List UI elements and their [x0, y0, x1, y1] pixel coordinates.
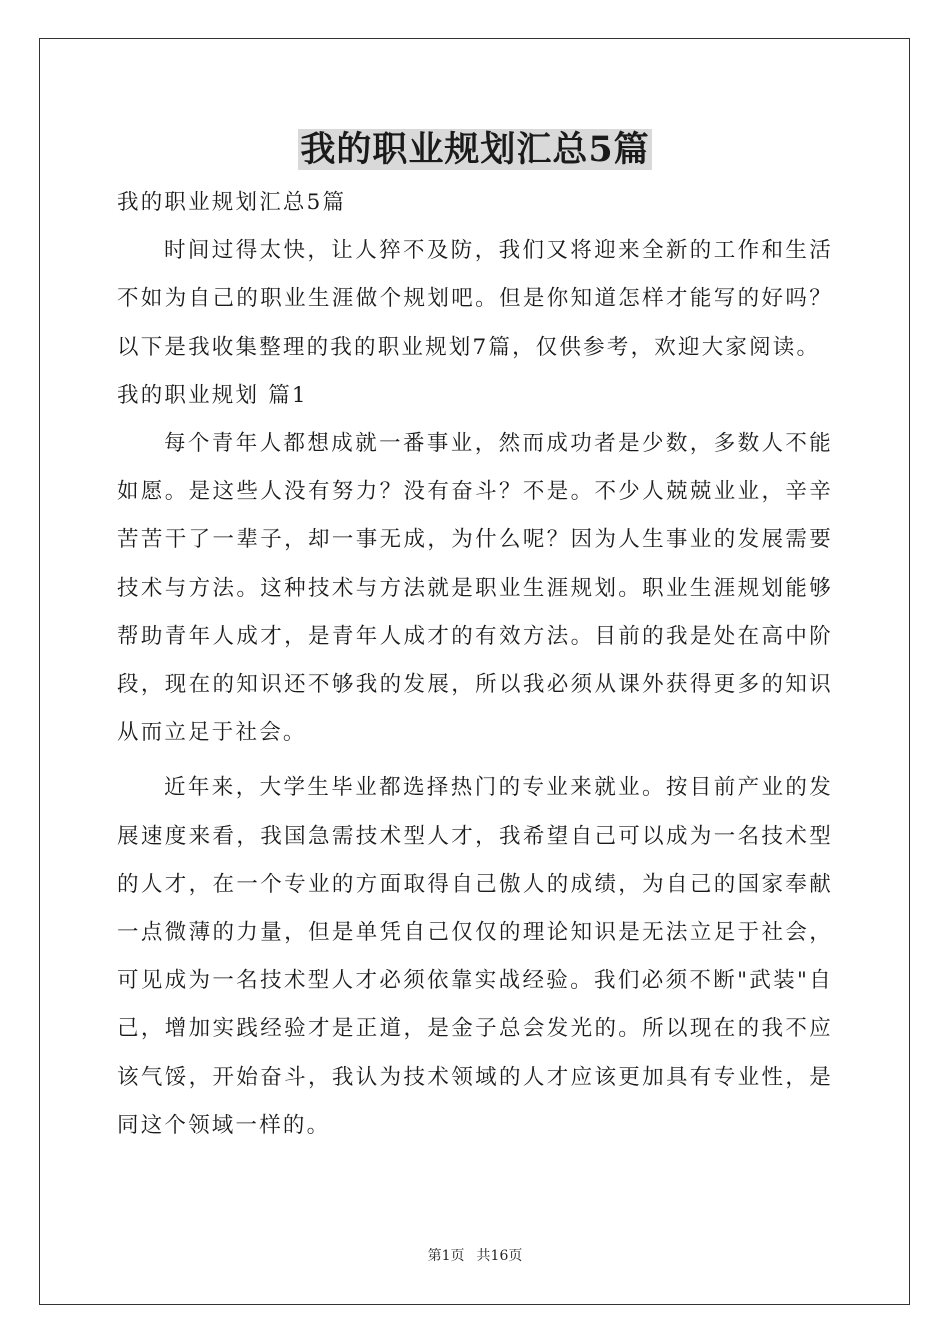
body-paragraph-1: 每个青年人都想成就一番事业，然而成功者是少数，多数人不能如愿。是这些人没有努力？没有奋斗？不是。不少人兢兢业业，辛辛苦苦干了一辈子，却一事无成，为什么呢？因为人生事业的发展需要技术与方法。这种技术与方法就是职业生涯规划。职业生涯规划能够帮助青年人成才，是青年人成才的有效方法。目前的我是处在高中阶段，现在的知识还不够我的发展，所以我必须从课外获得更多的知识从而立足于社会。 — [117, 431, 833, 746]
page-number: 第1页 — [427, 1248, 465, 1264]
section-heading: 我的职业规划 篇1 — [117, 382, 308, 408]
document-title-text: 我的职业规划汇总5篇 — [300, 129, 650, 170]
page-footer — [0, 1246, 950, 1266]
document-subtitle: 我的职业规划汇总5篇 — [117, 190, 347, 215]
page-total: 共16页 — [476, 1248, 523, 1264]
intro-paragraph: 时间过得太快，让人猝不及防，我们又将迎来全新的工作和生活不如为自己的职业生涯做个规划吧。但是你知道怎样才能写的好吗？以下是我收集整理的我的职业规划7篇，仅供参考，欢迎大家阅读。 — [117, 238, 833, 360]
document-title — [0, 128, 950, 172]
body-paragraph-2: 近年来，大学生毕业都选择热门的专业来就业。按目前产业的发展速度来看，我国急需技术型人才，我希望自己可以成为一名技术型的人才，在一个专业的方面取得自己傲人的成绩，为自己的国家奉献一点微薄的力量，但是单凭自己仅仅的理论知识是无法立足于社会，可见成为一名技术型人才必须依靠实战经验。我们必须不断"武装"自己，增加实践经验才是正道，是金子总会发光的。所以现在的我不应该气馁，开始奋斗，我认为技术领域的人才应该更加具有专业性，是同这个领域一样的。 — [117, 775, 833, 1138]
document-body — [117, 179, 833, 1150]
